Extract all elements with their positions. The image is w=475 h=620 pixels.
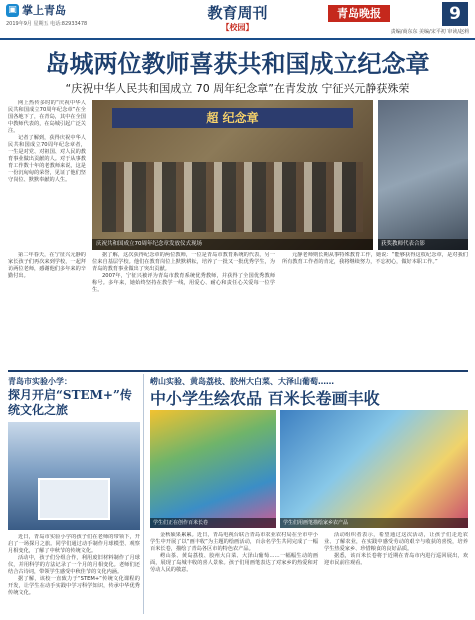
contest-kicker: 崂山实验、黄岛荔枝、胶州大白菜、大泽山葡萄……: [150, 377, 334, 386]
section-subtitle: 【校园】: [221, 23, 254, 32]
paragraph: 记者了解到，获得庆祝中华人民共和国成立70周年纪念章者，一生是对党、对祖国、对人民的教育事业做出贡献的人。对于从事教育工作数十年的老教师来说，这是一份沉甸甸的荣誉，见证了他们坚守岗位、默默奉献的人生。: [8, 135, 86, 183]
stem-kicker: 青岛市实验小学：: [8, 377, 72, 386]
lead-article-column: [8, 252, 86, 368]
paragraph: 据了解，该校一直致力于“STEM+”传统文化课程的开发，让学生在动手实践中学习科学知识，传承中华优秀传统文化。: [8, 576, 140, 596]
paragraph: 据了解，这次获得纪念章的两位教师，一位是青岛市教育系统的代表，另一位来自基层学校。他们在教育岗位上默默耕耘，培养了一批又一批优秀学生，为青岛的教育事业做出了突出贡献。: [92, 252, 275, 272]
section-title: 教育周刊: [207, 4, 268, 22]
photo-caption: 获奖教师代表合影: [378, 239, 468, 250]
page-number: 9: [442, 2, 468, 26]
app-name: 掌上青岛: [22, 4, 66, 17]
paragraph: 据悉，该百米长卷将于近期在青岛市内进行巡回展出，欢迎市民前往观看。: [324, 553, 468, 566]
paragraph: 活动组织者表示，希望通过这次活动，让孩子们走近农业、了解农业，在实践中感受劳动的艰辛与收获的喜悦，培养学生热爱家乡、珍惜粮食的良好品质。: [324, 532, 468, 552]
contest-article-column: [150, 532, 318, 616]
paragraph: 网上热传多时的“庆祝中华人民共和国成立70周年纪念章”在全国各地下了，在青岛，其中在全国中教师代表的，在岛城引起广泛关注。: [8, 100, 86, 134]
paragraph: 2007年，宁征兴被评为青岛市教育系统优秀教师，并获得了全国优秀教师称号。多年来，她始终坚持在教学一线，用爱心、耐心和责任心关爱每一位学生。: [92, 273, 275, 293]
lead-article-column: [92, 252, 275, 368]
contest-article-column: [324, 532, 468, 616]
dateline: 2019年9月 星期五 电话:82933478: [6, 21, 88, 27]
section-divider: [8, 370, 468, 372]
contest-title: 中小学生绘农品 百米长卷画丰收: [150, 389, 380, 408]
editor-credits: 责编/商东东 美编/宋平初 审读/赵莉: [390, 29, 469, 35]
lead-article-column: [282, 252, 468, 368]
photo-display-board: [38, 478, 110, 520]
paragraph: 崂山茶、黄岛荔枝、胶州大白菜、大泽山葡萄……一幅幅生动的画面，展现了岛城丰收的喜人景象。孩子们用画笔表达了对家乡的热爱和对劳动人民的敬意。: [150, 553, 318, 573]
photo-caption: 学生们正在创作百米长卷: [150, 518, 276, 528]
paragraph: 元静老师则长期从事特殊教育工作，她说：“能够获得这枚纪念章，是对我们所有教育工作者的肯定，我将继续努力，不忘初心，做好本职工作。”: [282, 252, 468, 265]
app-logo-icon: ▣: [6, 4, 19, 17]
contest-photo: [150, 410, 276, 528]
lead-headline: 岛城两位教师喜获共和国成立纪念章: [45, 49, 430, 78]
ceremony-photo: [92, 100, 373, 250]
paragraph: 第二年春天，在宁征兴元静的家长孩子们再次来到学校，一起拜访两位老师，感谢他们多年来的辛勤付出。: [8, 252, 86, 279]
paragraph: 活动中，孩子们分组合作，利用废旧材料制作了月球仪，并用科学的方法记录了一个月的月相变化。老师们还结合古诗词，带领学生感受中秋佳节的文化内涵。: [8, 555, 140, 575]
photo-people: [102, 162, 363, 232]
newspaper-logo: 青岛晚报: [328, 5, 390, 22]
photo-caption: 学生们用画笔描绘家乡农产品: [280, 518, 468, 528]
lead-article-column: [8, 100, 86, 248]
stem-title: 探月开启“STEM+”传统文化之旅: [8, 388, 132, 417]
photo-caption: 庆祝共和国成立70周年纪念章发放仪式现场: [92, 239, 373, 250]
masthead: [0, 0, 475, 40]
stem-article-column: [8, 534, 140, 616]
painting-photo: [280, 410, 468, 528]
photo-banner: 超 纪念章: [112, 108, 353, 128]
column-divider: [143, 374, 144, 614]
lead-subhead: “庆祝中华人民共和国成立 70 周年纪念章”在青发放 宁征兴元静获殊荣: [65, 82, 410, 95]
stem-photo: [8, 422, 140, 530]
paragraph: 金秋硕果累累。近日，青岛电视台联合青岛市农业农村局在全市中小学生中开展了以“画丰收”为主题的绘画活动，百余名学生共同完成了一幅百米长卷，描绘了青岛各区市的特色农产品。: [150, 532, 318, 552]
teachers-photo: [378, 100, 468, 250]
paragraph: 近日，青岛市实验小学的孩子们在老师的带领下，开启了一场探月之旅。同学们通过动手制作月球模型、观察月相变化，了解了中秋节的传统文化。: [8, 534, 140, 554]
